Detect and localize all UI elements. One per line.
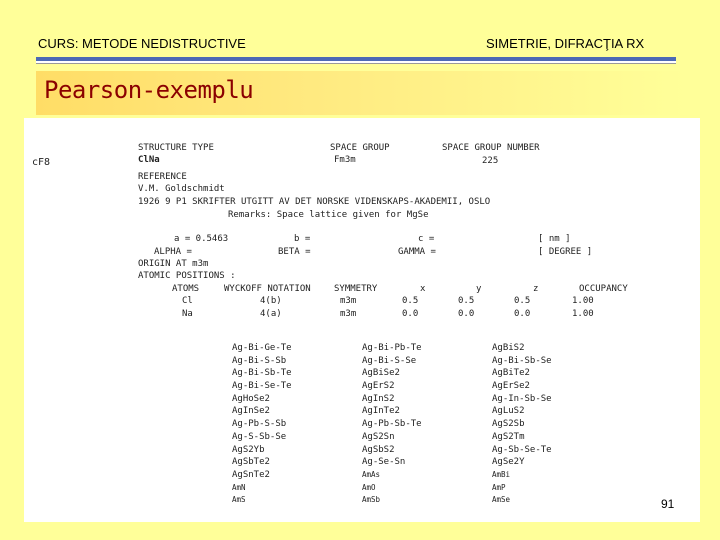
reference-label: REFERENCE — [138, 172, 187, 182]
pearson-data-sheet — [24, 118, 700, 522]
atom-cell: 1.00 — [572, 309, 594, 319]
compound-item: AgBiSe2 — [362, 368, 400, 379]
space-group-number-label: SPACE GROUP NUMBER — [442, 143, 540, 153]
compound-item: AgBiS2 — [492, 343, 525, 353]
compound-item: AgS2Sb — [492, 419, 525, 430]
topic-header: SIMETRIE, DIFRACŢIA RX — [486, 36, 645, 51]
lattice-alpha: ALPHA = — [154, 247, 192, 257]
atom-cell: 1.00 — [572, 296, 594, 306]
compound-item: AgSbTe2 — [232, 457, 270, 468]
compound-item: AgLuS2 — [492, 406, 525, 417]
compound-list-1 — [232, 342, 292, 507]
reference-citation: 1926 9 P1 SKRIFTER UTGITT AV DET NORSKE VIDENSKAPS-AKADEMII, OSLO — [138, 197, 491, 207]
lattice-gamma: GAMMA = — [398, 247, 436, 257]
compound-item: AgHoSe2 — [232, 393, 270, 404]
compound-item: AgSe2Y — [492, 457, 525, 468]
atom-cell: 0.0 — [402, 309, 419, 319]
lattice-c: c = — [418, 234, 435, 244]
compound-item: AgS2Tm — [492, 431, 525, 442]
compound-item: Ag-Bi-Sb-Se — [492, 355, 552, 366]
atom-cell: 0.5 — [402, 296, 419, 306]
unit-nm: [ nm ] — [538, 234, 571, 244]
course-header: CURS: METODE NEDISTRUCTIVE — [38, 36, 246, 51]
atom-cell: 0.5 — [458, 296, 475, 306]
origin: ORIGIN AT m3m — [138, 259, 209, 269]
atoms-header: ATOMS — [172, 284, 200, 294]
compound-item: AgS2Yb — [232, 444, 265, 455]
reference-author: V.M. Goldschmidt — [138, 184, 225, 194]
space-group-label: SPACE GROUP — [330, 143, 390, 153]
page-number: 91 — [661, 497, 675, 511]
atom-cell: Na — [182, 309, 193, 319]
y-header: y — [476, 284, 482, 294]
structure-type-value: ClNa — [138, 155, 160, 165]
atom-cell: 0.0 — [458, 309, 475, 319]
slide-title: Pearson-exemplu — [44, 76, 254, 104]
compound-item: AmP — [492, 482, 506, 492]
header-divider-highlight — [36, 61, 676, 64]
compound-item: Ag-Bi-S-Se — [362, 355, 417, 366]
compound-item: Ag-Sb-Se-Te — [492, 444, 552, 455]
atom-cell: 4(a) — [260, 309, 282, 319]
lattice-b: b = — [294, 234, 311, 244]
pearson-symbol: cF8 — [32, 157, 51, 168]
remarks: Remarks: Space lattice given for MgSe — [228, 210, 429, 220]
compound-item: Ag-S-Sb-Se — [232, 431, 287, 442]
atom-cell: 4(b) — [260, 296, 282, 306]
compound-item: AgS2Sn — [362, 431, 395, 442]
compound-item: AmAs — [362, 469, 381, 479]
lattice-a: a = 0.5463 — [174, 234, 229, 244]
space-group-value: Fm3m — [334, 155, 356, 165]
compound-item: AgErS2 — [362, 381, 395, 392]
compound-item: Ag-Se-Sn — [362, 457, 406, 468]
compound-item: AgBiTe2 — [492, 368, 530, 379]
compound-item: AmSb — [362, 495, 381, 505]
compound-item: Ag-In-Sb-Se — [492, 393, 552, 404]
compound-item: AmO — [362, 482, 376, 492]
occupancy-header: OCCUPANCY — [579, 284, 628, 294]
atom-cell: Cl — [182, 296, 193, 306]
compound-item: AgSnTe2 — [232, 469, 270, 480]
structure-type-label: STRUCTURE TYPE — [138, 143, 214, 153]
compound-item: AgSbS2 — [362, 444, 395, 455]
compound-item: AmBi — [492, 469, 511, 479]
x-header: x — [420, 284, 426, 294]
symmetry-header: SYMMETRY — [334, 284, 378, 294]
compound-item: AgInSe2 — [232, 406, 270, 417]
compound-item: AmN — [232, 482, 246, 492]
compound-item: Ag-Pb-Sb-Te — [362, 419, 422, 430]
compound-item: AgInS2 — [362, 393, 395, 404]
compound-list-2 — [362, 342, 422, 507]
compound-item: Ag-Bi-Sb-Te — [232, 368, 292, 379]
atom-cell: m3m — [340, 296, 357, 306]
compound-item: Ag-Bi-S-Sb — [232, 355, 287, 366]
lattice-beta: BETA = — [278, 247, 311, 257]
atomic-positions-label: ATOMIC POSITIONS : — [138, 271, 236, 281]
z-header: z — [533, 284, 539, 294]
compound-item: AgInTe2 — [362, 406, 400, 417]
space-group-number-value: 225 — [482, 156, 499, 166]
unit-degree: [ DEGREE ] — [538, 247, 593, 257]
compound-item: Ag-Bi-Pb-Te — [362, 343, 422, 353]
atom-cell: m3m — [340, 309, 357, 319]
wyckoff-header: WYCKOFF NOTATION — [224, 284, 311, 294]
compound-item: AgErSe2 — [492, 381, 530, 392]
atom-cell: 0.0 — [514, 309, 531, 319]
compound-item: Ag-Bi-Ge-Te — [232, 343, 292, 353]
compound-item: Ag-Pb-S-Sb — [232, 419, 287, 430]
atom-cell: 0.5 — [514, 296, 531, 306]
compound-item: AmS — [232, 495, 246, 505]
compound-item: AmSe — [492, 495, 511, 505]
compound-item: Ag-Bi-Se-Te — [232, 381, 292, 392]
compound-list-3 — [492, 342, 552, 507]
